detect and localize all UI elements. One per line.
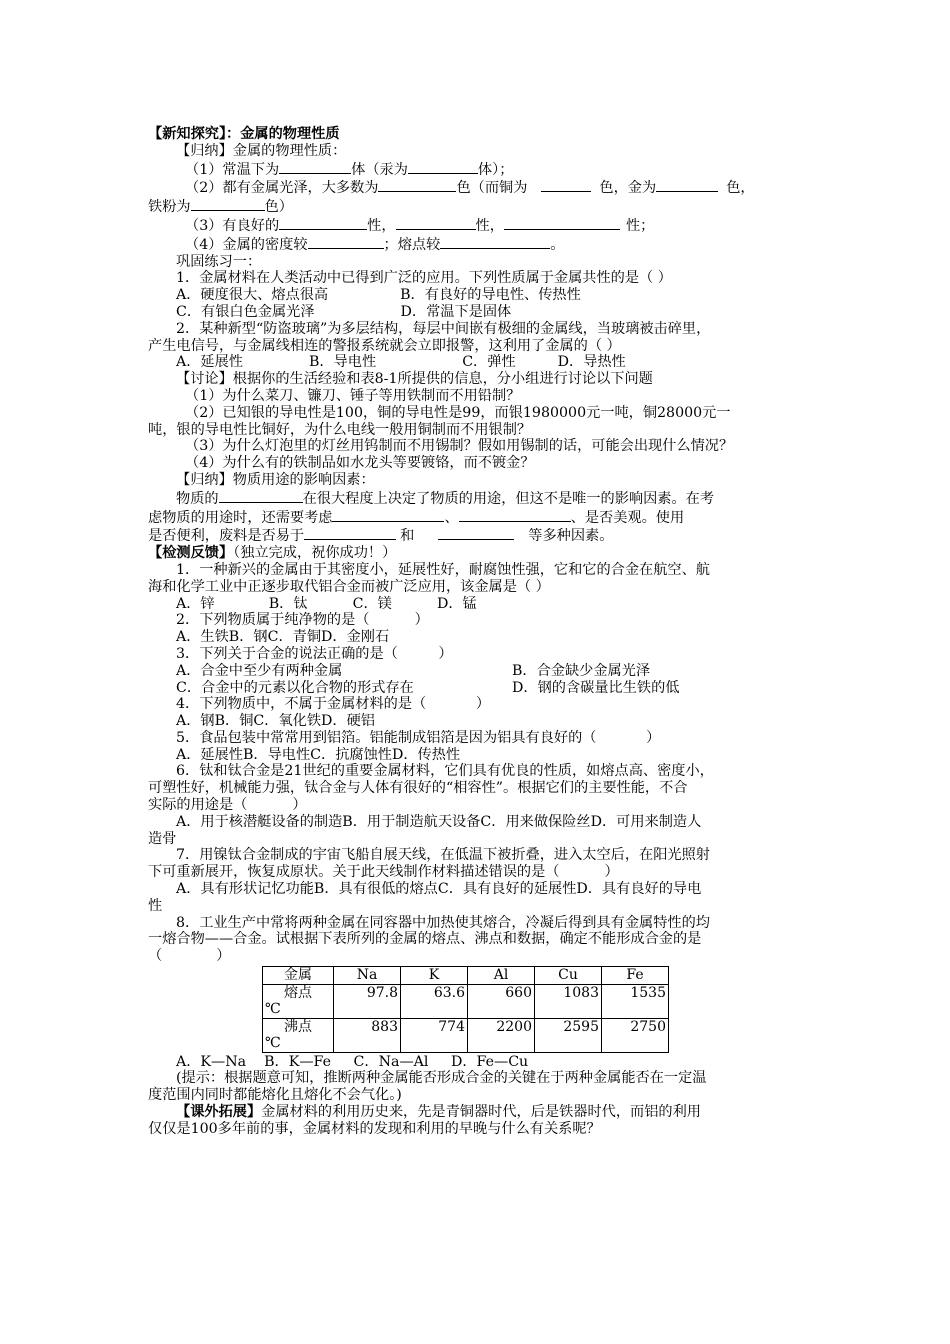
table-header-cell: Na xyxy=(334,967,401,985)
table-row xyxy=(263,984,669,1018)
factors-title: 【归纳】物质用途的影响因素： xyxy=(176,471,375,488)
table-cell: 2595 xyxy=(535,1018,602,1052)
property-line-4: （4）金属的密度较 ；熔点较 。 xyxy=(185,236,565,253)
summary-title: 【归纳】金属的物理性质： xyxy=(176,142,347,159)
answer-blank[interactable] xyxy=(219,489,303,503)
metal-data-table xyxy=(262,966,669,1053)
table-cell: 63.6 xyxy=(401,984,468,1018)
answer-blank[interactable] xyxy=(438,526,514,540)
table-cell: 97.8 xyxy=(334,984,401,1018)
discussion-q2-cont: 吨，银的导电性比铜好，为什么电线一般用铜制而不用银制？ xyxy=(148,421,532,438)
table-cell: 883 xyxy=(334,1018,401,1052)
question-8: 8．工业生产中常将两种金属在同容器中加热使其熔合，冷凝后得到具有金属特性的均 xyxy=(176,914,710,931)
question-6-cont-2: 实际的用途是（ ） xyxy=(148,797,307,814)
table-header-cell: Cu xyxy=(535,967,602,985)
answer-blank[interactable] xyxy=(541,178,591,192)
answer-blank[interactable] xyxy=(396,216,476,230)
question-1: 1．一种新兴的金属由于其密度小，延展性好，耐腐蚀性强，它和它的合金在航空、航 xyxy=(176,561,710,578)
question-2-options: A．生铁B．钢C．青铜D．金刚石 xyxy=(176,629,390,646)
question-4-options: A．钢B．铜C．氧化铁D．硬铝 xyxy=(176,713,375,730)
question-7-cont: 下可重新展开，恢复成原状。关于此天线制作材料描述错误的是（ ） xyxy=(148,864,619,881)
factors-line-2: 虑物质的用途时，还需要考虑 、 、是否美观。使用 xyxy=(148,509,685,526)
question-1-options: A．锌 B．钛 C．镁 D．锰 xyxy=(176,595,477,612)
question-1-cont: 海和化学工业中正逐步取代铝合金而被广泛应用，该金属是（ ） xyxy=(148,578,550,595)
worksheet xyxy=(148,126,808,1138)
discussion-q3: （3）为什么灯泡里的灯丝用钨制而不用锡制？假如用锡制的话，可能会出现什么情况？ xyxy=(185,438,734,455)
question-8-options: A．K—Na B．K—Fe C．Na—Al D．Fe—Cu xyxy=(176,1053,529,1070)
answer-blank[interactable] xyxy=(304,526,396,540)
question-6-options: A．用于核潜艇设备的制造B．用于制造航天设备C．用来做保险丝D．可用来制造人 xyxy=(176,813,702,830)
discussion-q1: （1）为什么菜刀、镰刀、锤子等用铁制而不用铅制？ xyxy=(185,387,521,404)
answer-blank[interactable] xyxy=(504,216,620,230)
table-cell: 2750 xyxy=(602,1018,669,1052)
factors-line-3: 是否便利，废料是否易于 和 等多种因素。 xyxy=(148,528,614,545)
answer-blank[interactable] xyxy=(332,508,444,522)
question-6-cont: 可塑性好，机械能力强，钛合金与人体有很好的“相容性”。根据它们的主要性能，不合 xyxy=(148,780,688,797)
answer-blank[interactable] xyxy=(459,508,571,522)
answer-blank[interactable] xyxy=(656,178,718,192)
section-heading-feedback: 【检测反馈】（独立完成，祝你成功！） xyxy=(148,545,397,562)
table-header-cell: Fe xyxy=(602,967,669,985)
question-7-options: A．具有形状记忆功能B．具有很低的熔点C．具有良好的延展性D．具有良好的导电 xyxy=(176,881,702,898)
question-3-options-cd: C．合金中的元素以化合物的形式存在 D．钢的含碳量比生铁的低 xyxy=(176,679,680,696)
question-3-options-ab: A．合金中至少有两种金属 B．合金缺少金属光泽 xyxy=(176,662,651,679)
hint-text: (提示：根据题意可知，推断两种金属能否形成合金的关键在于两种金属能否在一定温 xyxy=(176,1070,707,1087)
hint-text-cont: 度范围内同时都能熔化且熔化不会气化。) xyxy=(148,1087,402,1104)
section-heading-new-knowledge: 【新知探究】：金属的物理性质 xyxy=(148,126,340,142)
answer-blank[interactable] xyxy=(308,235,384,249)
question-7-options-cont: 性 xyxy=(148,897,163,914)
answer-blank[interactable] xyxy=(191,197,265,211)
answer-blank[interactable] xyxy=(279,216,367,230)
property-line-3: （3）有良好的 性， 性， 性； xyxy=(185,217,655,234)
answer-blank[interactable] xyxy=(378,178,456,192)
question-5-options: A．延展性B．导电性C．抗腐蚀性D．传热性 xyxy=(176,746,461,763)
answer-blank[interactable] xyxy=(440,235,550,249)
question-7: 7．用镍钛合金制成的宇宙飞船自展天线，在低温下被折叠，进入太空后，在阳光照射 xyxy=(176,847,710,864)
table-cell: 1083 xyxy=(535,984,602,1018)
table-header-cell: 金属 xyxy=(263,967,334,985)
section-heading-extension: 【课外拓展】金属材料的利用历史来，先是青铜器时代，后是铁器时代，而铝的利用 xyxy=(176,1103,701,1120)
property-line-1: （1）常温下为 体（汞为 体）； xyxy=(185,161,514,178)
table-header-cell: K xyxy=(401,967,468,985)
practice-q1-options-cd: C．有银白色金属光泽 D．常温下是固体 xyxy=(176,303,512,320)
answer-blank[interactable] xyxy=(279,160,351,174)
question-4: 4．下列物质中，不属于金属材料的是（ ） xyxy=(176,696,491,713)
table-row xyxy=(263,1018,669,1052)
question-2: 2．下列物质属于纯净物的是（ ） xyxy=(176,612,429,629)
question-5: 5．食品包装中常常用到铝箔。铝能制成铝箔是因为铝具有良好的（ ） xyxy=(176,729,661,746)
question-6: 6．钛和钛合金是21世纪的重要金属材料，它们具有优良的性质，如熔点高、密度小， xyxy=(176,763,714,780)
extension-text-cont: 仅仅是100多年前的事，金属材料的发现和利用的早晚与什么有关系呢？ xyxy=(148,1120,601,1137)
factors-line-1: 物质的 在很大程度上决定了物质的用途，但这不是唯一的影响因素。在考 xyxy=(176,490,715,507)
table-header-row xyxy=(263,967,669,985)
discussion-q2: （2）已知银的导电性是100，铜的导电性是99，而银1980000元一吨，铜28000元一 xyxy=(185,404,731,421)
question-8-cont: 一熔合物——合金。试根据下表所列的金属的熔点、沸点和数据，确定不能形成合金的是 xyxy=(148,931,702,948)
table-cell: 774 xyxy=(401,1018,468,1052)
practice-q2: 2．某种新型“防盗玻璃”为多层结构，每层中间嵌有极细的金属线，当玻璃被击碎里， xyxy=(176,320,711,337)
practice-title: 巩固练习一： xyxy=(176,253,262,270)
practice-q2-cont: 产生电信号，与金属线相连的警报系统就会立即报警，这利用了金属的（ ） xyxy=(148,337,621,354)
property-line-2: （2）都有金属光泽，大多数为 色（而铜为 色，金为 色， xyxy=(185,180,755,197)
practice-q1-options-ab: A．硬度很大、熔点很高 B．有良好的导电性、传热性 xyxy=(176,287,581,304)
practice-q1: 1．金属材料在人类活动中已得到广泛的应用。下列性质属于金属共性的是（ ） xyxy=(176,270,672,287)
discussion-q4: （4）为什么有的铁制品如水龙头等要镀铬，而不镀金？ xyxy=(185,455,535,472)
practice-q2-options: A．延展性 B．导电性 C．弹性 D．导热性 xyxy=(176,354,626,371)
discussion-title: 【讨论】根据你的生活经验和表8-1所提供的信息，分小组进行讨论以下问题 xyxy=(176,371,653,388)
table-row-label: 熔点 ℃ xyxy=(263,984,334,1018)
question-3: 3．下列关于合金的说法正确的是（ ） xyxy=(176,645,453,662)
table-row-label: 沸点 ℃ xyxy=(263,1018,334,1052)
question-8-cont-2: （ ） xyxy=(148,948,231,965)
table-cell: 1535 xyxy=(602,984,669,1018)
table-cell: 2200 xyxy=(468,1018,535,1052)
answer-blank[interactable] xyxy=(408,160,478,174)
table-header-cell: Al xyxy=(468,967,535,985)
table-cell: 660 xyxy=(468,984,535,1018)
property-line-2-cont: 铁粉为 色） xyxy=(148,199,293,216)
question-6-options-cont: 造骨 xyxy=(148,830,177,847)
